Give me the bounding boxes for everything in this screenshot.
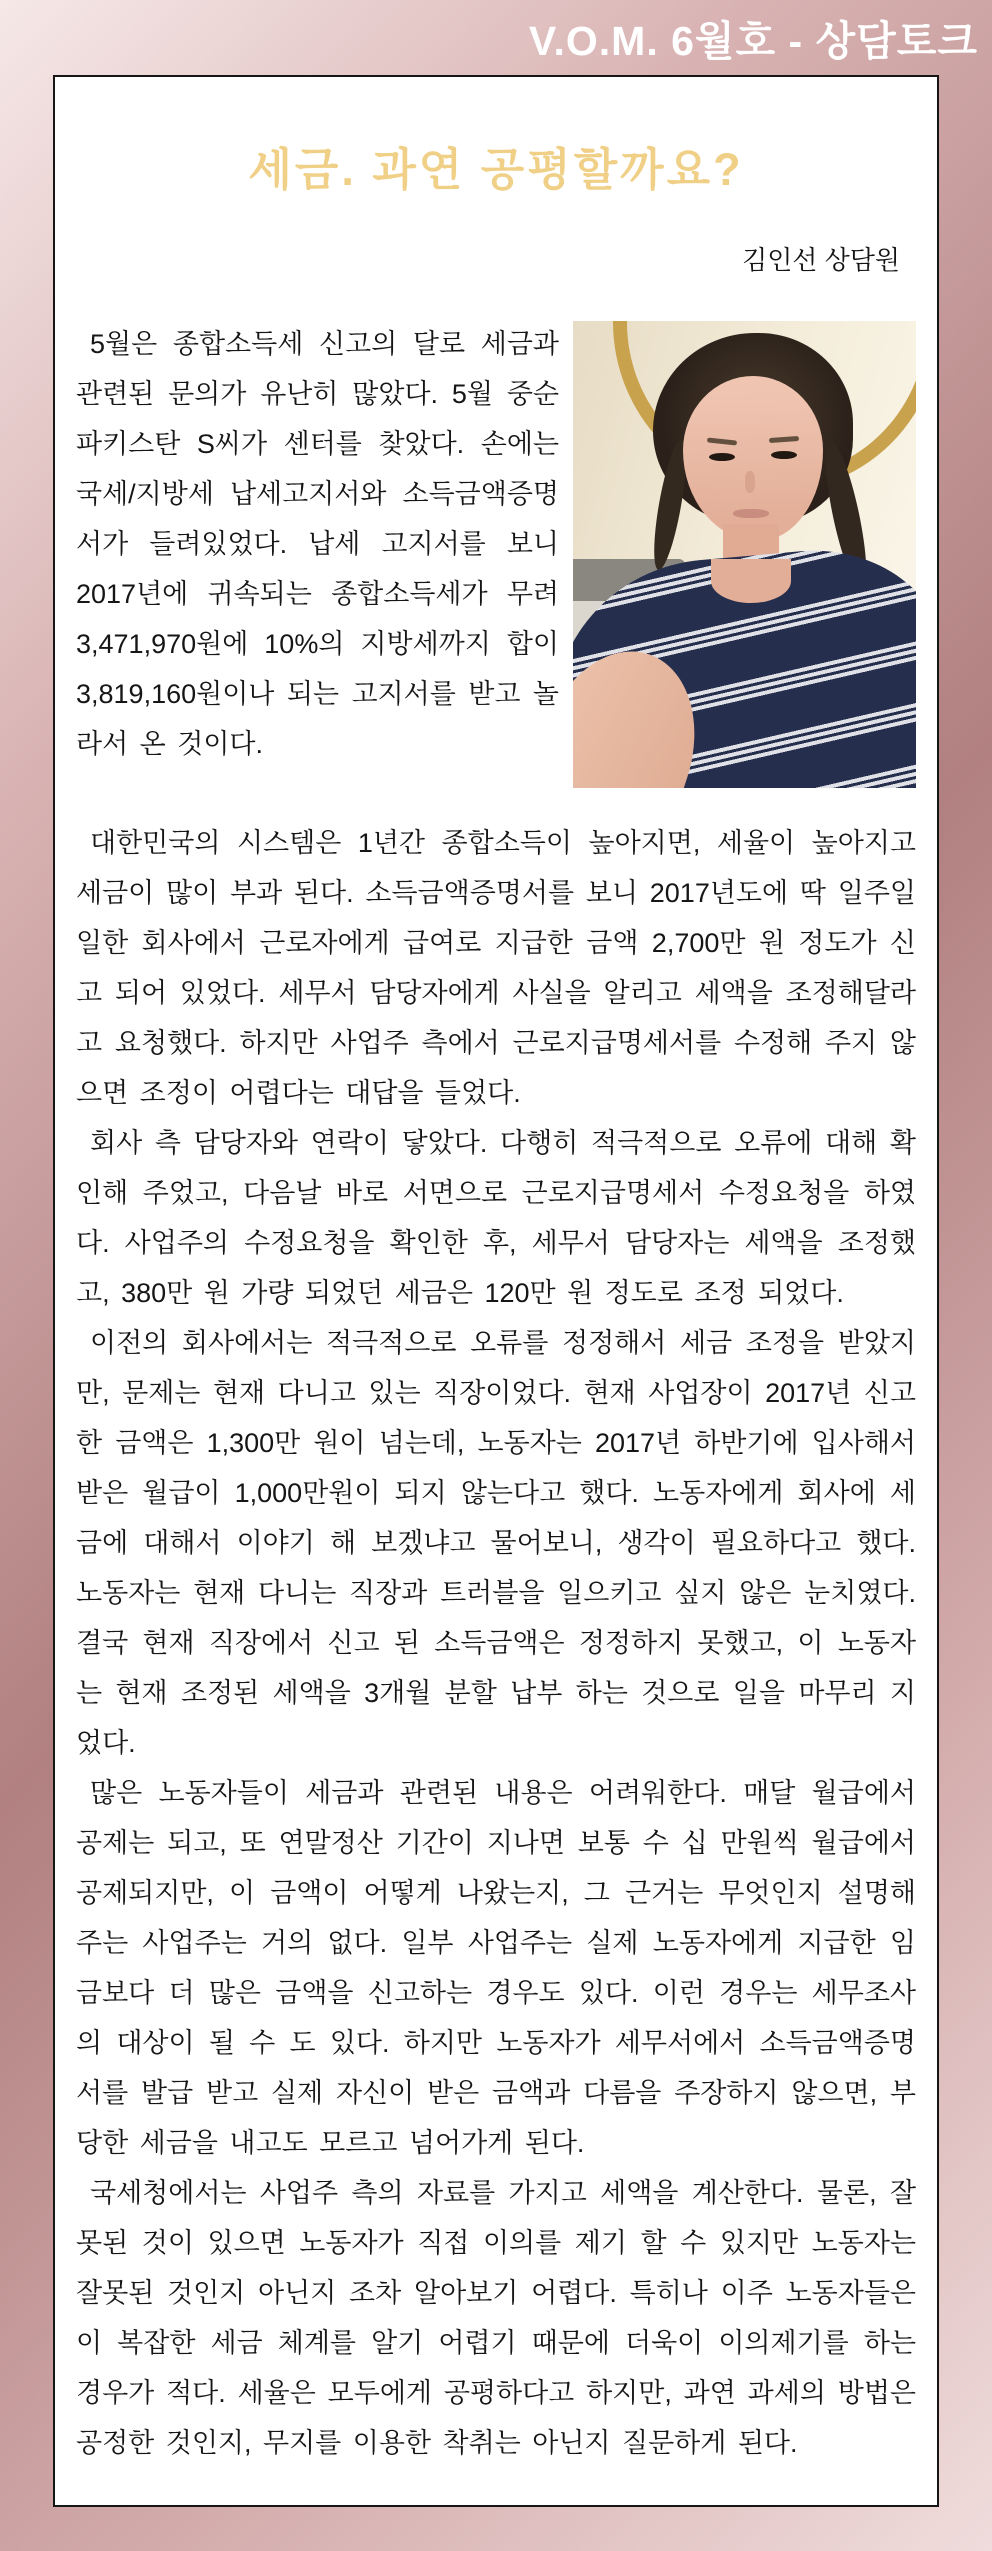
shirt-neckline bbox=[711, 559, 791, 603]
article-box bbox=[53, 75, 939, 2507]
nose bbox=[745, 471, 755, 493]
paragraph-3: 회사 측 담당자와 연락이 닿았다. 다행히 적극적으로 오류에 대해 확인해 주었고, 다음날 바로 서면으로 근로지급명세서 수정요청을 하였다. 사업주의 수정요청을 확인한 후, 세무서 담당자는 세액을 조정했고, 380만 원 가량 되었던 세금은 120만 원 정도로 조정 되었다. bbox=[76, 1128, 916, 1308]
paragraph-6: 국세청에서는 사업주 측의 자료를 가지고 세액을 계산한다. 물론, 잘못된 것이 있으면 노동자가 직접 이의를 제기 할 수 있지만 노동자는 잘못된 것인지 아닌지 조차 알아보기 어렵다. 특히나 이주 노동자들은 이 복잡한 세금 체계를 알기 어렵기 때문에 더욱이 이의제기를 하는 경우가 적다. 세율은 모두에게 공평하다고 하지만, 과연 과세의 방법은 공정한 것인지, 무지를 이용한 착취는 아닌지 질문하게 된다. bbox=[76, 2178, 916, 2458]
eye-left bbox=[709, 453, 735, 461]
eye-right bbox=[771, 451, 797, 459]
counselor-photo bbox=[573, 321, 916, 788]
byline: 김인선 상담원 bbox=[742, 245, 900, 275]
article-title: 세금. 과연 공평할까요? bbox=[248, 144, 744, 195]
article-body bbox=[76, 319, 916, 2468]
paragraph-5: 많은 노동자들이 세금과 관련된 내용은 어려워한다. 매달 월급에서 공제는 되고, 또 연말정산 기간이 지나면 보통 수 십 만원씩 월급에서 공제되지만, 이 금액이 어떻게 나왔는지, 그 근거는 무엇인지 설명해 주는 사업주는 거의 없다. 일부 사업주는 실제 노동자에게 지급한 임금보다 더 많은 금액을 신고하는 경우도 있다. 이런 경우는 세무조사의 대상이 될 수 도 있다. 하지만 노동자가 세무서에서 소득금액증명서를 발급 받고 실제 자신이 받은 금액과 다름을 주장하지 않으면, 부당한 세금을 내고도 모르고 넘어가게 된다. bbox=[76, 1778, 916, 2158]
paragraph-1: 5월은 종합소득세 신고의 달로 세금과 관련된 문의가 유난히 많았다. 5월 중순 파키스탄 S씨가 센터를 찾았다. 손에는 국세/지방세 납세고지서와 소득금액증명서가 들려있었다. 납세 고지서를 보니 2017년에 귀속되는 종합소득세가 무려 3,471,970원에 10%의 지방세까지 합이 3,819,160원이나 되는 고지서를 받고 놀라서 온 것이다. bbox=[76, 329, 559, 759]
issue-label: V.O.M. 6월호 - 상담토크 bbox=[528, 18, 978, 64]
mouth bbox=[733, 509, 769, 518]
issue-header bbox=[0, 8, 978, 67]
intro-section bbox=[76, 319, 916, 818]
paragraph-2: 대한민국의 시스템은 1년간 종합소득이 높아지면, 세율이 높아지고 세금이 많이 부과 된다. 소득금액증명서를 보니 2017년도에 딱 일주일 일한 회사에서 근로자에게 급여로 지급한 금액 2,700만 원 정도가 신고 되어 있었다. 세무서 담당자에게 사실을 알리고 세액을 조정해달라고 요청했다. 하지만 사업주 측에서 근로지급명세서를 수정해 주지 않으면 조정이 어렵다는 대답을 들었다. bbox=[76, 828, 916, 1108]
paragraph-4: 이전의 회사에서는 적극적으로 오류를 정정해서 세금 조정을 받았지만, 문제는 현재 다니고 있는 직장이었다. 현재 사업장이 2017년 신고한 금액은 1,300만 원이 넘는데, 노동자는 2017년 하반기에 입사해서 받은 월급이 1,000만원이 되지 않는다고 했다. 노동자에게 회사에 세금에 대해서 이야기 해 보겠냐고 물어보니, 생각이 필요하다고 했다. 노동자는 현재 다니는 직장과 트러블을 일으키고 싶지 않은 눈치였다. 결국 현재 직장에서 신고 된 소득금액은 정정하지 못했고, 이 노동자는 현재 조정된 세액을 3개월 분할 납부 하는 것으로 일을 마무리 지었다. bbox=[76, 1328, 916, 1758]
